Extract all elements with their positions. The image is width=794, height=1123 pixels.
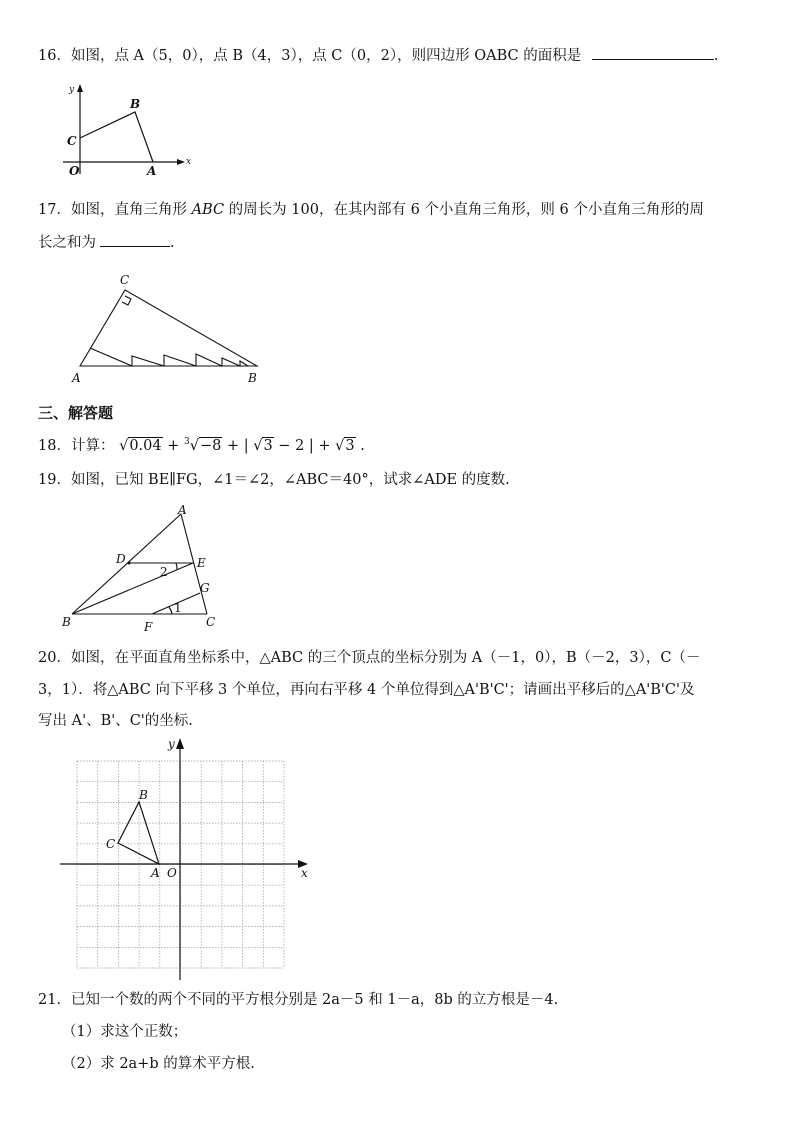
q17-abc: ABC (191, 202, 225, 218)
question-18: 18．计算： √0.04 + $^3$√−8 + | √3 − 2 | + √3 . (38, 432, 365, 456)
label-angle-2: 2 (160, 565, 168, 579)
figure-20-grid (55, 735, 315, 985)
label-e: E (197, 556, 206, 570)
figure-16 (55, 82, 195, 182)
q17-text-d: . (170, 235, 175, 251)
right-angle-mark (122, 296, 131, 305)
label-c: C (120, 273, 130, 287)
label-y: y (69, 85, 75, 95)
question-16 (38, 45, 718, 66)
sqrt-3-b: √3 (335, 437, 355, 454)
question-17-line-1 (38, 200, 704, 220)
label-c: C (106, 837, 116, 851)
label-c: C (67, 134, 77, 148)
angle-1-arc (169, 607, 172, 614)
question-21: 21．已知一个数的两个不同的平方根分别是 2a－5 和 1－a，8b 的立方根是－4. (38, 992, 559, 1008)
label-a: A (72, 371, 81, 385)
label-a: A (147, 164, 157, 178)
label-b: B (130, 97, 141, 111)
label-y: y (168, 737, 175, 751)
q17-text-a: 17．如图，直角三角形 (38, 202, 192, 218)
q17-text-b: 的周长为 100，在其内部有 6 个小直角三角形，则 6 个小直角三角形的周 (224, 202, 704, 218)
question-20-line-2: 3，1）．将△ABC 向下平移 3 个单位，再向右平移 4 个单位得到△A'B'C'；请画出平移后的△A'B'C'及 (38, 682, 695, 698)
question-17-line-2 (38, 232, 175, 253)
question-21-part-2: （2）求 2a+b 的算术平方根. (62, 1056, 255, 1072)
label-b: B (139, 788, 148, 802)
label-o: O (69, 164, 80, 178)
label-a: A (151, 866, 160, 880)
line-ba (72, 514, 181, 614)
sqrt-3-a: √3 (253, 437, 273, 454)
small-triangles (90, 348, 248, 366)
label-f: F (144, 620, 153, 634)
question-16-end: . (713, 48, 719, 64)
quadrilateral-oabc (80, 112, 153, 162)
triangle-abc (118, 802, 159, 864)
figure-19 (60, 500, 230, 635)
answer-blank-16[interactable] (592, 45, 714, 60)
q18-prefix: 18．计算： (38, 437, 115, 454)
answer-blank-17[interactable] (100, 232, 170, 247)
q17-text-c: 长之和为 (38, 235, 96, 251)
question-20-line-3: 写出 A'、B'、C'的坐标. (38, 713, 193, 729)
figure-17 (70, 268, 270, 388)
cbrt-neg8: $^3$√−8 (183, 437, 222, 454)
question-20-line-1: 20．如图，在平面直角坐标系中，△ABC 的三个顶点的坐标分别为 A（－1，0），B（－2，3），C（－ (38, 650, 701, 666)
angle-2-arc (176, 563, 177, 570)
sqrt-0-04: √0.04 (119, 437, 162, 454)
section-title: 三、解答题 (38, 404, 114, 422)
label-o: O (167, 866, 177, 880)
label-d: D (116, 552, 126, 566)
label-b: B (248, 371, 257, 385)
label-x: x (186, 157, 192, 167)
label-x: x (301, 866, 308, 880)
label-c: C (206, 615, 216, 629)
label-a: A (178, 503, 187, 517)
label-b: B (62, 615, 71, 629)
question-21-part-1: （1）求这个正数； (62, 1024, 188, 1040)
question-19: 19．如图，已知 BE∥FG，∠1＝∠2，∠ABC＝40°，试求∠ADE 的度数. (38, 472, 510, 488)
label-angle-1: 1 (174, 601, 182, 615)
label-g: G (200, 581, 210, 595)
question-16-text: 16．如图，点 A（5，0），点 B（4，3），点 C（0，2），则四边形 OABC 的面积是 (38, 48, 582, 64)
